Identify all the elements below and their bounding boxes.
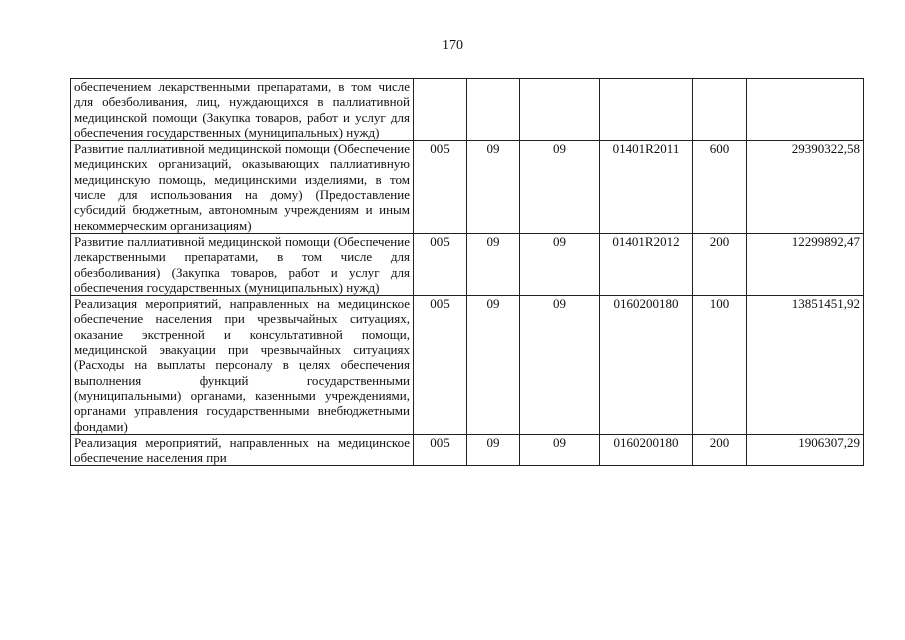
row-expense-type: 200: [693, 233, 747, 295]
row-description: Развитие паллиативной медицинской помощи (Обеспечение лекарственными препаратами, в том числе для обезболивания) (Закупка товаров, работ и услуг для обеспечения государственных (муниципальных) нужд): [71, 233, 414, 295]
row-target-item: 0160200180: [600, 296, 693, 435]
row-ministry-code: 005: [414, 434, 467, 466]
page-number: 170: [442, 38, 463, 53]
row-description: Реализация мероприятий, направленных на медицинское обеспечение населения при чрезвычайных ситуациях, оказание экстренной и консультативной помощи, медицинской эвакуации при чрезвычайных ситуациях (Расходы на выплаты персоналу в целях обеспечения выполнения функций государственными (муниципальными) органами, казенными учреждениями, органами управления государственными внебюджетными фондами): [71, 296, 414, 435]
row-amount: [747, 79, 864, 141]
row-subsection-code: 09: [520, 233, 600, 295]
row-target-item: 0160200180: [600, 434, 693, 466]
row-section-code: 09: [467, 141, 520, 234]
row-subsection-code: 09: [520, 296, 600, 435]
row-expense-type: 600: [693, 141, 747, 234]
row-ministry-code: [414, 79, 467, 141]
budget-table: [70, 78, 864, 466]
table-row: [71, 233, 864, 295]
row-description: Развитие паллиативной медицинской помощи (Обеспечение медицинских организаций, оказывающих паллиативную медицинскую помощь, медицинскими изделиями, в том числе для использования на дому) (Предоставление субсидий бюджетным, автономным учреждениям и иным некоммерческим организациям): [71, 141, 414, 234]
row-ministry-code: 005: [414, 233, 467, 295]
row-ministry-code: 005: [414, 296, 467, 435]
row-target-item: 01401R2012: [600, 233, 693, 295]
row-amount: 12299892,47: [747, 233, 864, 295]
row-amount: 13851451,92: [747, 296, 864, 435]
row-subsection-code: 09: [520, 141, 600, 234]
table-row: [71, 296, 864, 435]
row-description: Реализация мероприятий, направленных на медицинское обеспечение населения при: [71, 434, 414, 466]
row-ministry-code: 005: [414, 141, 467, 234]
row-subsection-code: [520, 79, 600, 141]
row-amount: 1906307,29: [747, 434, 864, 466]
row-section-code: 09: [467, 296, 520, 435]
row-section-code: [467, 79, 520, 141]
row-description: обеспечением лекарственными препаратами, в том числе для обезболивания, лиц, нуждающихся в паллиативной медицинской помощи (Закупка товаров, работ и услуг для обеспечения государственных (муниципальных) нужд): [71, 79, 414, 141]
row-subsection-code: 09: [520, 434, 600, 466]
table-row: [71, 79, 864, 141]
row-expense-type: 100: [693, 296, 747, 435]
row-section-code: 09: [467, 233, 520, 295]
row-expense-type: [693, 79, 747, 141]
row-target-item: 01401R2011: [600, 141, 693, 234]
row-section-code: 09: [467, 434, 520, 466]
row-target-item: [600, 79, 693, 141]
row-amount: 29390322,58: [747, 141, 864, 234]
table-row: [71, 434, 864, 466]
row-expense-type: 200: [693, 434, 747, 466]
table-row: [71, 141, 864, 234]
